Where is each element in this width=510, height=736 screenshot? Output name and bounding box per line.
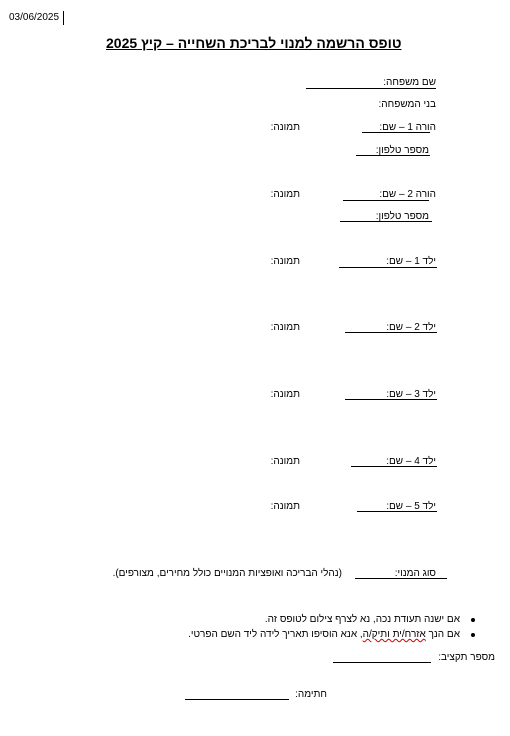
child3-name-label: ילד 3 – שם: bbox=[386, 389, 436, 400]
family-name-line[interactable] bbox=[306, 88, 436, 89]
child3-name-line[interactable] bbox=[345, 399, 437, 400]
budget-number-line[interactable] bbox=[333, 662, 431, 663]
child2-name-label: ילד 2 – שם: bbox=[386, 322, 436, 333]
parent2-photo-label: תמונה: bbox=[270, 189, 300, 200]
parent2-phone-label: מספר טלפון: bbox=[375, 211, 429, 222]
note-senior-start: אם הנך bbox=[425, 629, 460, 640]
child1-name-label: ילד 1 – שם: bbox=[386, 256, 436, 267]
child2-photo-label: תמונה: bbox=[270, 322, 300, 333]
family-members-label: בני המשפחה: bbox=[378, 99, 436, 110]
parent1-photo-label: תמונה: bbox=[270, 122, 300, 133]
child5-photo-label: תמונה: bbox=[270, 501, 300, 512]
note-disability: אם ישנה תעודת נכה, נא לצרף צילום לטופס זה. bbox=[264, 614, 460, 625]
bullet-1-icon bbox=[471, 618, 475, 622]
child3-photo-label: תמונה: bbox=[270, 389, 300, 400]
child1-name-line[interactable] bbox=[339, 267, 437, 268]
signature-label: חתימה: bbox=[295, 689, 327, 700]
note-senior-end: , אנא הוסיפו תאריך לידה ליד השם הפרטי. bbox=[188, 629, 363, 640]
child4-name-line[interactable] bbox=[351, 466, 437, 467]
bullet-2-icon bbox=[471, 633, 475, 637]
parent1-phone-line[interactable] bbox=[356, 155, 430, 156]
parent1-name-label: הורה 1 – שם: bbox=[379, 122, 436, 133]
signature-line[interactable] bbox=[185, 699, 289, 700]
family-name-label: שם משפחה: bbox=[383, 77, 436, 88]
child5-name-line[interactable] bbox=[357, 511, 437, 512]
parent2-name-line[interactable] bbox=[343, 200, 429, 201]
date-text: 03/06/2025 bbox=[9, 12, 60, 23]
child4-name-label: ילד 4 – שם: bbox=[386, 456, 436, 467]
parent2-name-label: הורה 2 – שם: bbox=[379, 189, 436, 200]
note-senior bbox=[188, 629, 460, 641]
form-title: טופס הרשמה למנוי לבריכת השחייה – קיץ 2025 bbox=[106, 35, 402, 51]
child2-name-line[interactable] bbox=[345, 332, 437, 333]
parent1-name-line[interactable] bbox=[362, 132, 430, 133]
membership-note: (נהלי הבריכה ואופציות המנויים כולל מחירים, מצורפים). bbox=[112, 568, 342, 579]
note-senior-flagged: אזרח/ית ותיק/ה bbox=[362, 629, 426, 640]
parent2-phone-line[interactable] bbox=[340, 221, 432, 222]
budget-number-label: מספר תקציב: bbox=[438, 652, 495, 663]
membership-type-label: סוג המנוי: bbox=[394, 568, 436, 579]
child5-name-label: ילד 5 – שם: bbox=[386, 501, 436, 512]
child1-photo-label: תמונה: bbox=[270, 256, 300, 267]
parent1-phone-label: מספר טלפון: bbox=[375, 145, 429, 156]
text-cursor bbox=[63, 11, 64, 25]
membership-type-line[interactable] bbox=[355, 578, 447, 579]
child4-photo-label: תמונה: bbox=[270, 456, 300, 467]
